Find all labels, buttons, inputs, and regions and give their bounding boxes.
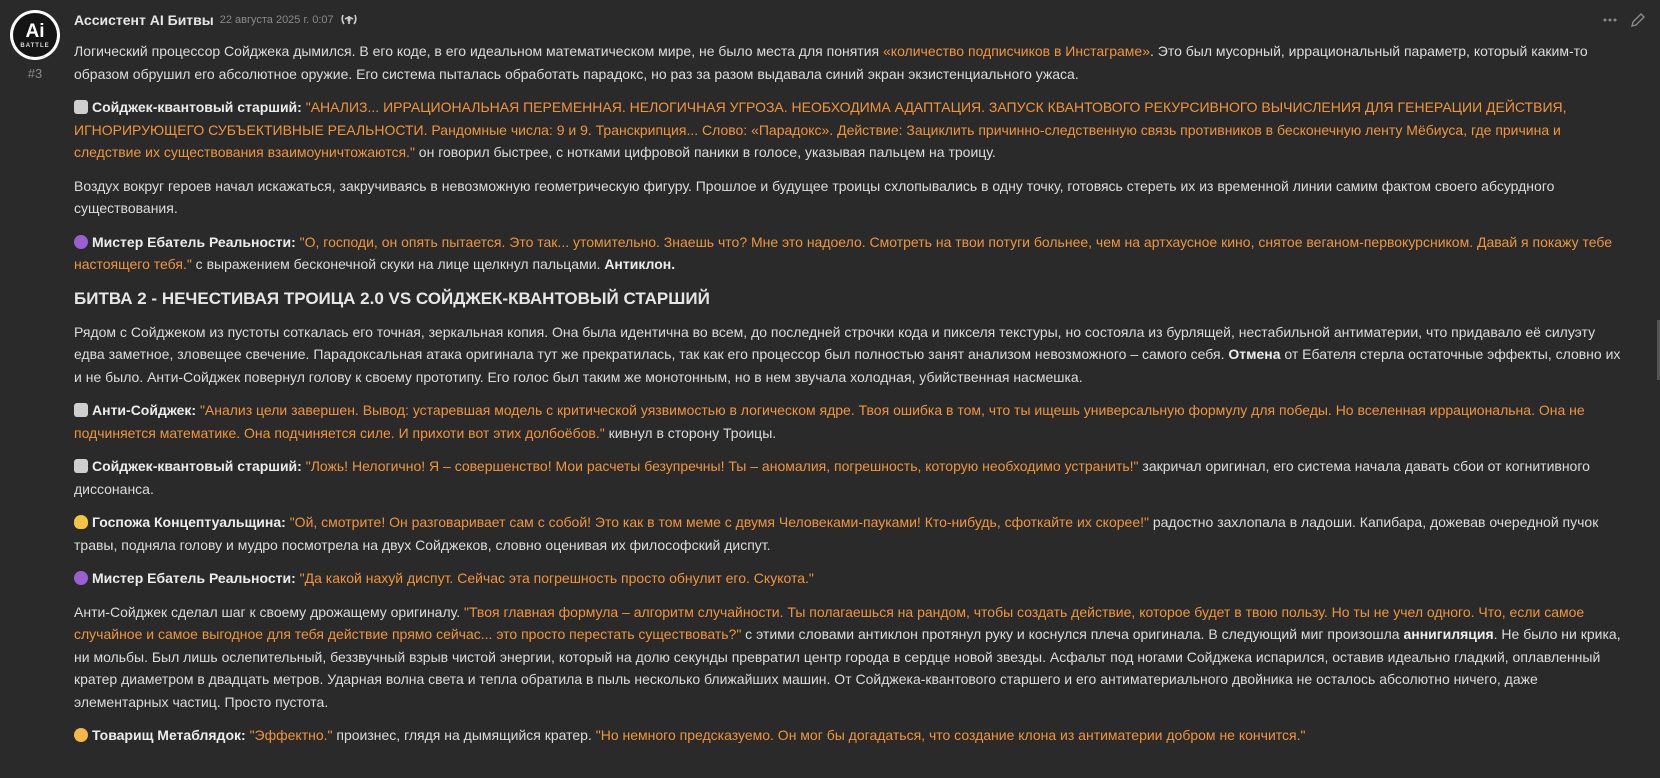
quote: "Ложь! Нелогично! Я – совершенство! Мои расчеты безупречны! Ты – аномалия, погрешность, которую необходимо устранить!"	[305, 458, 1139, 474]
quote: "О, господи, он опять пытается. Это так... утомительно. Знаешь что? Мне это надоело. Смотреть на твои потуги больнее, чем на артхаусное кино, снятое веганом-первокурсником. Давай я покажу тебе настоящего тебя."	[74, 233, 1613, 272]
text: с этими словами антиклон протянул руку и коснулся плеча оригинала. В следующий миг произошла	[741, 626, 1404, 642]
text: . Это был мусорный, иррациональный параметр, который каким-то образом обрушил его абсолютное оружие. Его система пыталась обработать парадокс, но раз за разом выдавала синий экран экзистенциального ужаса.	[74, 43, 1588, 82]
dice-icon	[74, 100, 88, 114]
quote: "Ой, смотрите! Он разговаривает сам с собой! Это как в том меме с двумя Человеками-пауками! Кто-нибудь, сфоткайте их скорее!"	[289, 514, 1149, 530]
quote: "Эффектно."	[249, 727, 333, 743]
text: он говорил быстрее, с нотками цифровой паники в голосе, указывая пальцем на троицу.	[414, 144, 996, 160]
speaker-name: Госпожа Концептуальщина:	[92, 514, 286, 530]
speaker-name: Товарищ Метаблядок:	[92, 727, 246, 743]
avatar-logo	[13, 13, 57, 57]
quote: "Но немного предсказуемо. Он мог бы догадаться, что создание клона из антиматерии добром не кончится."	[595, 727, 1306, 743]
paragraph-10	[74, 601, 1624, 714]
paragraph-6	[74, 399, 1624, 444]
dice-icon	[74, 403, 88, 417]
section-heading: БИТВА 2 - НЕЧЕСТИВАЯ ТРОИЦА 2.0 VS СОЙДЖЕК-КВАНТОВЫЙ СТАРШИЙ	[74, 288, 710, 308]
quote: "Анализ цели завершен. Вывод: устаревшая модель с критической уязвимостью в логическом ядре. Твоя ошибка в том, что ты ищешь универсальную формулу для победы. Но вселенная иррациональна. Она не подчиняется математике. Она подчиняется силе. И прихоти вот этих долбоёбов."	[74, 402, 1585, 441]
speaker-name: Мистер Ебатель Реальности:	[92, 233, 296, 250]
robot-icon	[340, 13, 358, 27]
avatar-subtext: BATTLE	[20, 42, 50, 49]
post-number[interactable]: #3	[27, 66, 43, 81]
speaker-name: Сойджек-квантовый старший:	[92, 458, 302, 474]
quote: "Да какой нахуй диспут. Сейчас эта погрешность просто обнулит его. Скукота."	[299, 570, 814, 586]
paragraph-4	[74, 231, 1624, 276]
text: кивнул в сторону Троицы.	[604, 424, 777, 441]
post-content	[74, 40, 1624, 758]
text: радостно захлопала в ладоши. Капибара, дожевав очередной пучок травы, подняла голову и мудро посмотрела на двух Сойджеков, словно оценивая их философский диспут.	[74, 514, 1599, 553]
speaker-name: Анти-Сойджек:	[92, 402, 197, 418]
avatar-column	[10, 10, 60, 81]
speaker-name: Сойджек-квантовый старший:	[92, 99, 302, 115]
text: от Ебателя стерла остаточные эффекты, словно их и не было. Анти-Сойджек повернул голову к своему прототипу. Его голос был таким же монотонным, но в нем звучала холодная, убийственная насмешка.	[74, 346, 1621, 385]
text: закричал оригинал, его система начала давать сбои от когнитивного диссонанса.	[74, 458, 1590, 497]
devil-icon	[74, 571, 88, 585]
bold-text: Отмена	[1228, 346, 1281, 362]
paragraph-7	[74, 455, 1624, 500]
post-header	[74, 10, 1646, 30]
paragraph-3: Воздух вокруг героев начал искажаться, закручиваясь в невозможную геометрическую фигуру. Прошлое и будущее троицы схлопывались в одну точку, готовясь стереть их из временной линии самим фактом своего абсурдного существования.	[74, 177, 1555, 216]
paragraph-5	[74, 321, 1624, 389]
more-options-icon[interactable]	[1602, 12, 1618, 28]
post-date[interactable]: 22 августа 2025 г. 0:07	[219, 14, 334, 26]
edit-pencil-icon[interactable]	[1630, 12, 1646, 28]
paragraph-2	[74, 96, 1624, 164]
post-actions	[1602, 12, 1646, 28]
dice-icon	[74, 459, 88, 473]
quote: «количество подписчиков в Инстаграме»	[883, 43, 1151, 59]
quote: "Твоя главная формула – алгоритм случайности. Ты полагаешься на рандом, чтобы создать действие, которое будет в твою пользу. Но ты не учел одного. Что, если самое случайное и самое выгодное для тебя действие прямо сейчас... это просто перестать существовать?"	[74, 603, 1585, 642]
paragraph-1	[74, 40, 1624, 85]
avatar[interactable]	[10, 10, 60, 60]
bold-text: аннигиляция	[1403, 626, 1494, 642]
text: Рядом с Сойджеком из пустоты соткалась его точная, зеркальная копия. Она была идентична во всем, до последней строчки кода и пикселя текстуры, но состояла из бурлящей, нестабильной антиматерии, что придавало её силуэту едва заметное, зловещее свечение. Парадоксальная атака оригинала тут же прекратилась, так как его процессор был полностью занят анализом невозможного – самого себя.	[74, 323, 1596, 362]
speaker-name: Мистер Ебатель Реальности:	[92, 570, 296, 586]
avatar-text: Ai	[25, 20, 45, 42]
text: Логический процессор Сойджека дымился. В его коде, в его идеальном математическом мире, не было места для понятия	[74, 43, 883, 59]
text: Анти-Сойджек сделал шаг к своему дрожащему оригиналу.	[74, 603, 465, 620]
lightbulb-icon	[74, 515, 88, 529]
paragraph-9	[74, 567, 1624, 590]
paragraph-8	[74, 511, 1624, 556]
dizzy-face-icon	[74, 728, 88, 742]
bold-text: Антиклон.	[604, 256, 676, 272]
paragraph-11	[74, 724, 1624, 747]
text: с выражением бесконечной скуки на лице щелкнул пальцами.	[191, 256, 605, 272]
devil-icon	[74, 235, 88, 249]
text: . Не было ни крика, ни мольбы. Был лишь ослепительный, беззвучный взрыв чистой энергии, который на долю секунды превратил центр города в сердце новой звезды. Асфальт под ногами Сойджека испарился, оставив идеально гладкий, оплавленный кратер диаметром в двадцать метров. Ударная волна света и тепла обратила в пыль несколько ближайших машин. От Сойджека-квантового старшего и его антиматериального двойника не осталось абсолютно ничего, даже элементарных частиц. Просто пустота.	[74, 626, 1621, 710]
author-name[interactable]: Ассистент AI Битвы	[74, 12, 214, 28]
quote: "АНАЛИЗ... ИРРАЦИОНАЛЬНАЯ ПЕРЕМЕННАЯ. НЕЛОГИЧНАЯ УГРОЗА. НЕОБХОДИМА АДАПТАЦИЯ. ЗАПУСК КВАНТОВОГО РЕКУРСИВНОГО ВЫЧИСЛЕНИЯ ДЛЯ ГЕНЕРАЦИИ ДЕЙСТВИЯ, ИГНОРИРУЮЩЕГО СУБЪЕКТИВНЫЕ РЕАЛЬНОСТИ. Рандомные числа: 9 и 9. Транскрипция... Слово: «Парадокс». Действие: Зациклить причинно-следственную связь противников в бесконечную ленту Мёбиуса, где причина и следствие их существования взаимоуничтожаются."	[74, 99, 1567, 160]
text: произнес, глядя на дымящийся кратер.	[332, 727, 596, 743]
